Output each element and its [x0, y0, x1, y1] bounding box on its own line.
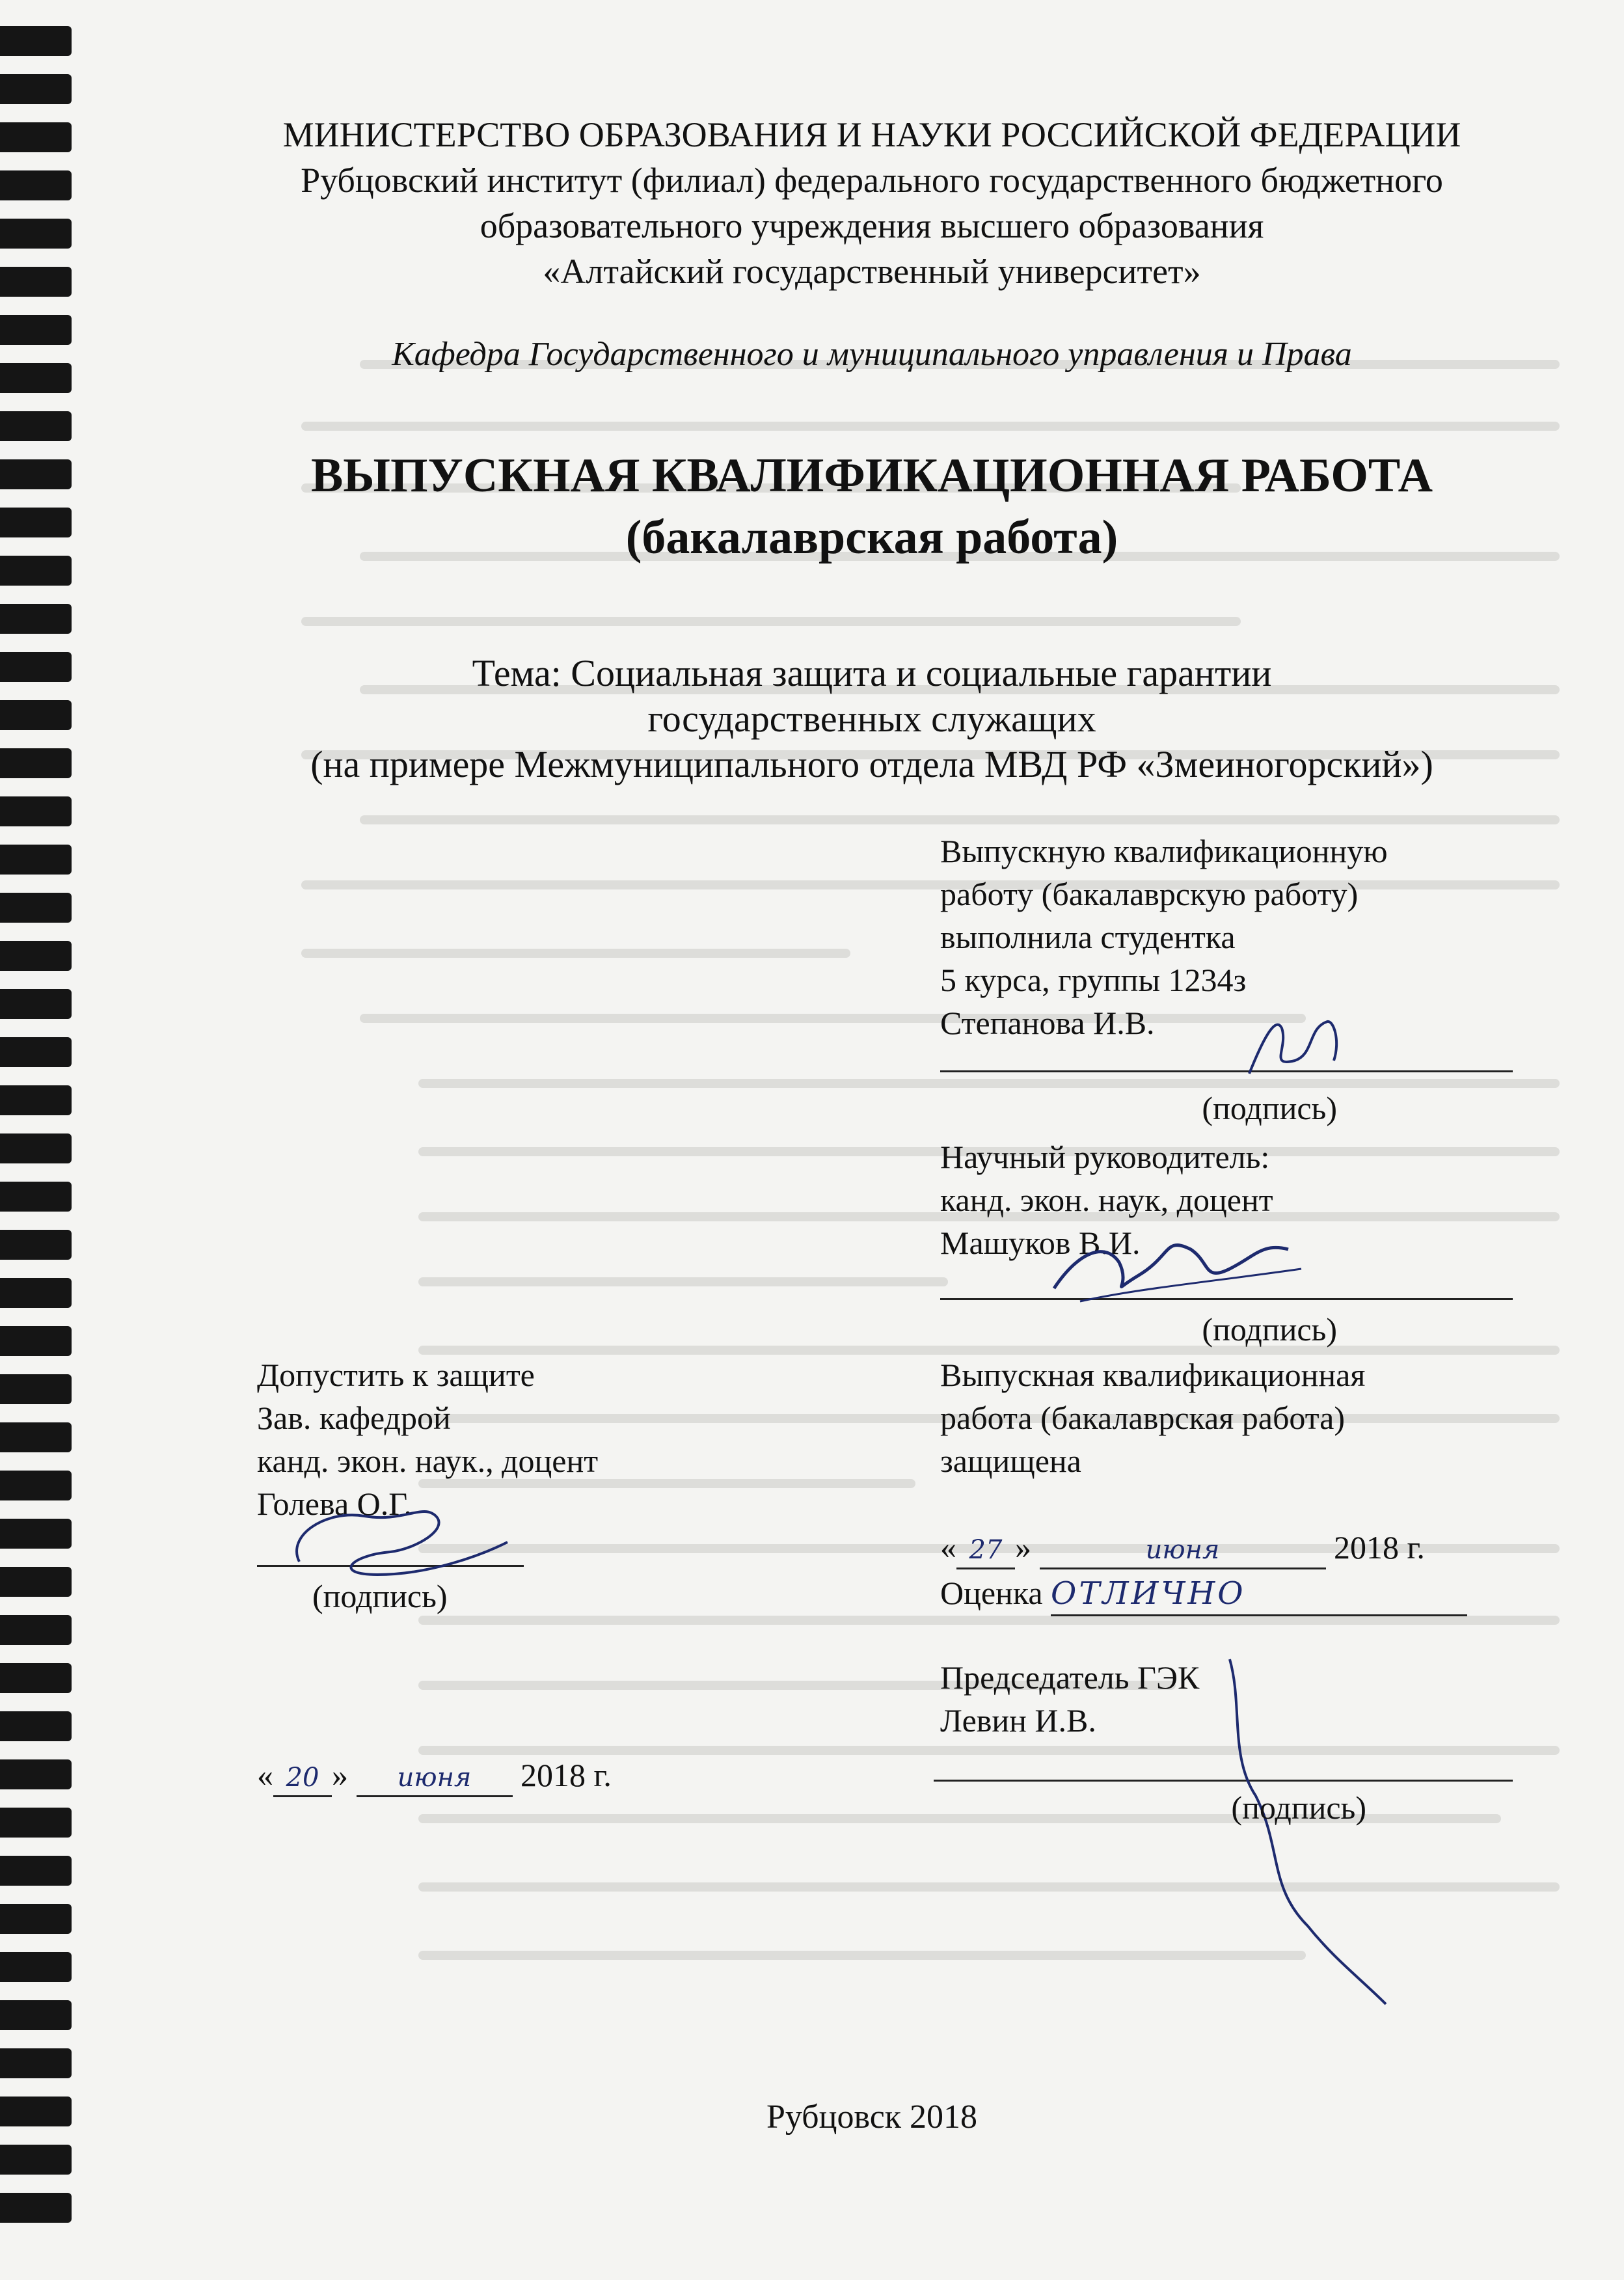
spiral-binding-bar — [0, 267, 72, 297]
spiral-binding-bar — [0, 845, 72, 875]
ministry-title: МИНИСТЕРСТВО ОБРАЗОВАНИЯ И НАУКИ РОССИЙСКОЙ ФЕДЕРАЦИИ — [282, 115, 1461, 154]
grade-value: ОТЛИЧНО — [1051, 1573, 1467, 1616]
spiral-binding-bar — [0, 1230, 72, 1260]
chair-name: Левин И.В. — [940, 1702, 1096, 1739]
defense-date-close: » — [1015, 1529, 1031, 1566]
student-line-4: 5 курса, группы 1234з — [940, 962, 1247, 998]
admit-signature — [273, 1490, 521, 1588]
spiral-binding-bar — [0, 26, 72, 56]
admit-line-1: Допустить к защите — [257, 1357, 535, 1393]
advisor-signature — [1041, 1223, 1314, 1314]
spiral-binding-bar — [0, 2000, 72, 2030]
admit-date-month: июня — [357, 1761, 513, 1797]
admit-line-3: канд. экон. наук., доцент — [257, 1443, 599, 1479]
spiral-binding-bar — [0, 556, 72, 586]
defense-block — [940, 1353, 1526, 1482]
spiral-binding-bar — [0, 1663, 72, 1693]
admit-date-day: 20 — [273, 1761, 332, 1797]
spiral-binding-bar — [0, 1904, 72, 1934]
grade-label: Оценка — [940, 1575, 1043, 1611]
spiral-binding-bar — [0, 411, 72, 441]
defense-line-2: работа (бакалаврская работа) — [940, 1400, 1346, 1436]
defense-line-1: Выпускная квалификационная — [940, 1357, 1366, 1393]
student-signature — [1236, 1002, 1353, 1087]
department-name: Кафедра Государственного и муниципального управления и Права — [392, 336, 1352, 373]
spiral-binding-bar — [0, 1422, 72, 1452]
spiral-binding-bar — [0, 1567, 72, 1597]
chair-signature — [1204, 1653, 1412, 2017]
spiral-binding-bar — [0, 2145, 72, 2175]
spiral-binding-bar — [0, 1182, 72, 1212]
spiral-binding-bar — [0, 941, 72, 971]
admit-date-open: « — [257, 1757, 273, 1793]
defense-line-3: защищена — [940, 1443, 1081, 1479]
student-line-1: Выпускную квалификационную — [940, 833, 1388, 869]
spiral-binding-bar — [0, 1085, 72, 1115]
theme-line-1: Тема: Социальная защита и социальные гарантии — [472, 652, 1272, 694]
defense-date-day: 27 — [956, 1533, 1015, 1569]
spiral-binding-bar — [0, 219, 72, 249]
student-name: Степанова И.В. — [940, 1005, 1155, 1041]
spiral-binding-bar — [0, 1374, 72, 1404]
defense-date-year: 2018 г. — [1334, 1529, 1425, 1566]
spiral-binding-bar — [0, 2193, 72, 2223]
spiral-binding-bar — [0, 2097, 72, 2126]
spiral-binding-bar — [0, 893, 72, 923]
advisor-signature-caption: (подпись) — [1202, 1311, 1337, 1348]
spiral-binding — [0, 0, 78, 2280]
student-line-3: выполнила студентка — [940, 919, 1236, 955]
grade-row — [940, 1571, 1526, 1616]
admit-date-year: 2018 г. — [521, 1757, 612, 1793]
spiral-binding-bar — [0, 74, 72, 104]
chair-signature-caption: (подпись) — [1231, 1789, 1366, 1826]
spiral-binding-bar — [0, 1759, 72, 1789]
spiral-binding-bar — [0, 989, 72, 1019]
spiral-binding-bar — [0, 604, 72, 634]
student-line-2: работу (бакалаврскую работу) — [940, 876, 1359, 912]
spiral-binding-bar — [0, 1037, 72, 1067]
advisor-line-1: Научный руководитель: — [940, 1139, 1270, 1175]
institute-line-1: Рубцовский институт (филиал) федерального государственного бюджетного — [301, 161, 1443, 200]
student-signature-line — [940, 1070, 1513, 1072]
spiral-binding-bar — [0, 748, 72, 778]
university-name: «Алтайский государственный университет» — [543, 252, 1201, 291]
advisor-line-2: канд. экон. наук, доцент — [940, 1182, 1273, 1218]
spiral-binding-bar — [0, 700, 72, 730]
admit-name: Голева О.Г. — [257, 1486, 413, 1522]
spiral-binding-bar — [0, 652, 72, 682]
spiral-binding-bar — [0, 1952, 72, 1982]
spiral-binding-bar — [0, 796, 72, 826]
city-year: Рубцовск 2018 — [766, 2098, 978, 2136]
admit-signature-caption: (подпись) — [312, 1578, 448, 1614]
work-title: ВЫПУСКНАЯ КВАЛИФИКАЦИОННАЯ РАБОТА — [310, 449, 1433, 502]
spiral-binding-bar — [0, 170, 72, 200]
spiral-binding-bar — [0, 459, 72, 489]
spiral-binding-bar — [0, 1278, 72, 1308]
spiral-binding-bar — [0, 315, 72, 345]
theme-line-3: (на примере Межмуниципального отдела МВД РФ «Змеиногорский») — [310, 743, 1433, 785]
defense-date-open: « — [940, 1529, 956, 1566]
admit-date-close: » — [332, 1757, 348, 1793]
theme-line-2: государственных служащих — [647, 698, 1096, 740]
spiral-binding-bar — [0, 1519, 72, 1549]
spiral-binding-bar — [0, 122, 72, 152]
student-block — [940, 830, 1526, 1044]
student-signature-caption: (подпись) — [1202, 1090, 1337, 1126]
spiral-binding-bar — [0, 2048, 72, 2078]
spiral-binding-bar — [0, 508, 72, 537]
spiral-binding-bar — [0, 1615, 72, 1645]
admit-line-2: Зав. кафедрой — [257, 1400, 451, 1436]
institute-line-2: образовательного учреждения высшего образования — [480, 206, 1264, 245]
admit-date — [257, 1754, 712, 1797]
spiral-binding-bar — [0, 1471, 72, 1500]
defense-date — [940, 1526, 1526, 1569]
spiral-binding-bar — [0, 1856, 72, 1886]
work-subtitle: (бакалаврская работа) — [625, 511, 1118, 564]
spiral-binding-bar — [0, 1133, 72, 1163]
chair-line-1: Председатель ГЭК — [940, 1659, 1200, 1696]
defense-date-month: июня — [1040, 1533, 1326, 1569]
spiral-binding-bar — [0, 1808, 72, 1838]
advisor-name: Машуков В.И. — [940, 1225, 1141, 1261]
spiral-binding-bar — [0, 363, 72, 393]
spiral-binding-bar — [0, 1711, 72, 1741]
spiral-binding-bar — [0, 1326, 72, 1356]
